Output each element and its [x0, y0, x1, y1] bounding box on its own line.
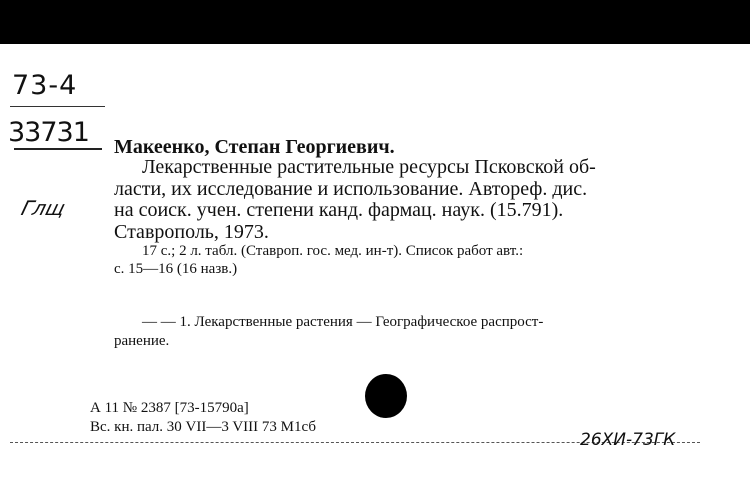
- footer-line: Вс. кн. пал. 30 VII—3 VIII 73 М1сб: [90, 419, 316, 435]
- title-line: на соиск. учен. степени канд. фармац. наук. (15.791).: [114, 199, 564, 221]
- acquisition-note: 26ХИ-73ГК: [580, 430, 676, 450]
- physical-description: 17 с.; 2 л. табл. (Ставроп. гос. мед. ин-т). Список работ авт.:: [142, 243, 524, 259]
- subject-heading: ранение.: [114, 333, 170, 349]
- title-line: Лекарственные растительные ресурсы Псковской об-: [142, 156, 596, 178]
- call-number-line2: 33731: [8, 117, 89, 148]
- physical-description: с. 15—16 (16 назв.): [114, 261, 238, 277]
- title-line: ласти, их исследование и использование. Автореф. дис.: [114, 178, 588, 200]
- divider: [10, 106, 105, 107]
- handwritten-note: Глщ: [18, 196, 68, 220]
- ink-stamp: [365, 374, 407, 418]
- footer-line: А 11 № 2387 [73-15790а]: [90, 400, 249, 416]
- subject-heading: — — 1. Лекарственные растения — Географическое распрост-: [142, 314, 544, 330]
- catalog-card: [0, 44, 750, 494]
- divider: [14, 148, 102, 150]
- title-line: Ставрополь, 1973.: [114, 221, 269, 243]
- author: Макеенко, Степан Георгиевич.: [114, 136, 395, 158]
- call-number-line1: 73-4: [12, 70, 78, 101]
